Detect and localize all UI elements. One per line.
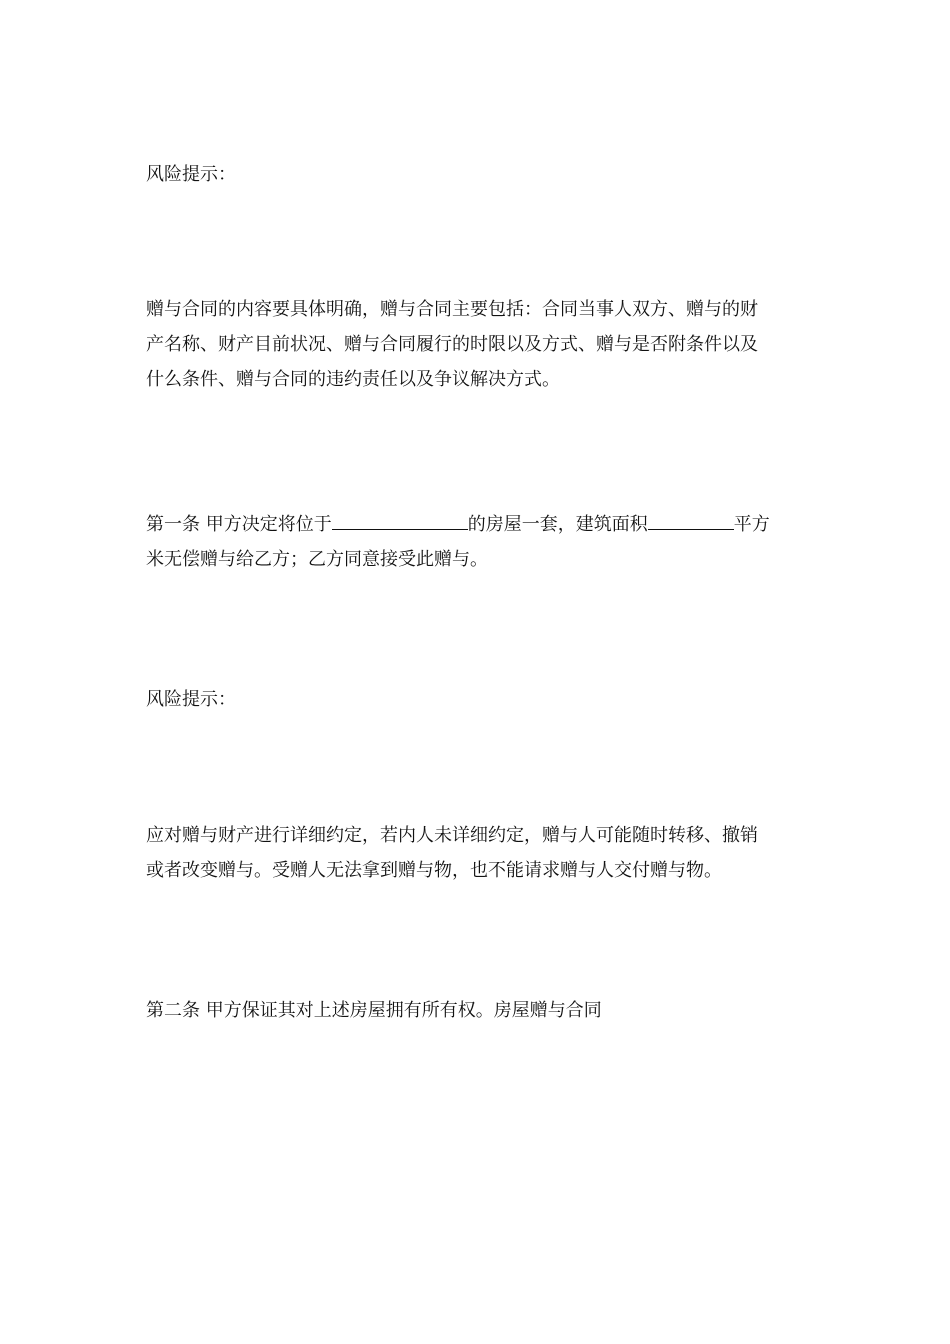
article-1 — [146, 507, 806, 577]
paragraph-line: 产名称、财产目前状况、赠与合同履行的时限以及方式、赠与是否附条件以及 — [146, 334, 758, 355]
gift-property-risk-paragraph — [146, 818, 806, 888]
paragraph-line: 什么条件、赠与合同的违约责任以及争议解决方式。 — [146, 369, 560, 390]
article-2-line-1: 第二条 甲方保证其对上述房屋拥有所有权。房屋赠与合同 — [146, 1000, 602, 1021]
area-blank — [648, 509, 734, 530]
article-2 — [146, 993, 806, 1028]
risk-heading-text: 风险提示： — [146, 689, 236, 710]
paragraph-line: 应对赠与财产进行详细约定，若内人未详细约定，赠与人可能随时转移、撤销 — [146, 825, 758, 846]
article-1-line-1 — [146, 507, 806, 542]
location-blank — [332, 509, 468, 530]
paragraph-line: 或者改变赠与。受赠人无法拿到赠与物，也不能请求赠与人交付赠与物。 — [146, 860, 722, 881]
risk-heading-text: 风险提示： — [146, 164, 236, 185]
paragraph-line: 赠与合同的内容要具体明确，赠与合同主要包括：合同当事人双方、赠与的财 — [146, 299, 758, 320]
article-1-text-b: 的房屋一套，建筑面积 — [467, 514, 648, 535]
article-1-line-2: 米无偿赠与给乙方；乙方同意接受此赠与。 — [146, 549, 488, 570]
risk-heading — [146, 682, 806, 717]
article-1-text-a: 第一条 甲方决定将位于 — [146, 514, 332, 535]
risk-heading — [146, 157, 806, 192]
gift-contract-content-paragraph — [146, 292, 806, 397]
article-1-text-c: 平方 — [733, 514, 770, 535]
